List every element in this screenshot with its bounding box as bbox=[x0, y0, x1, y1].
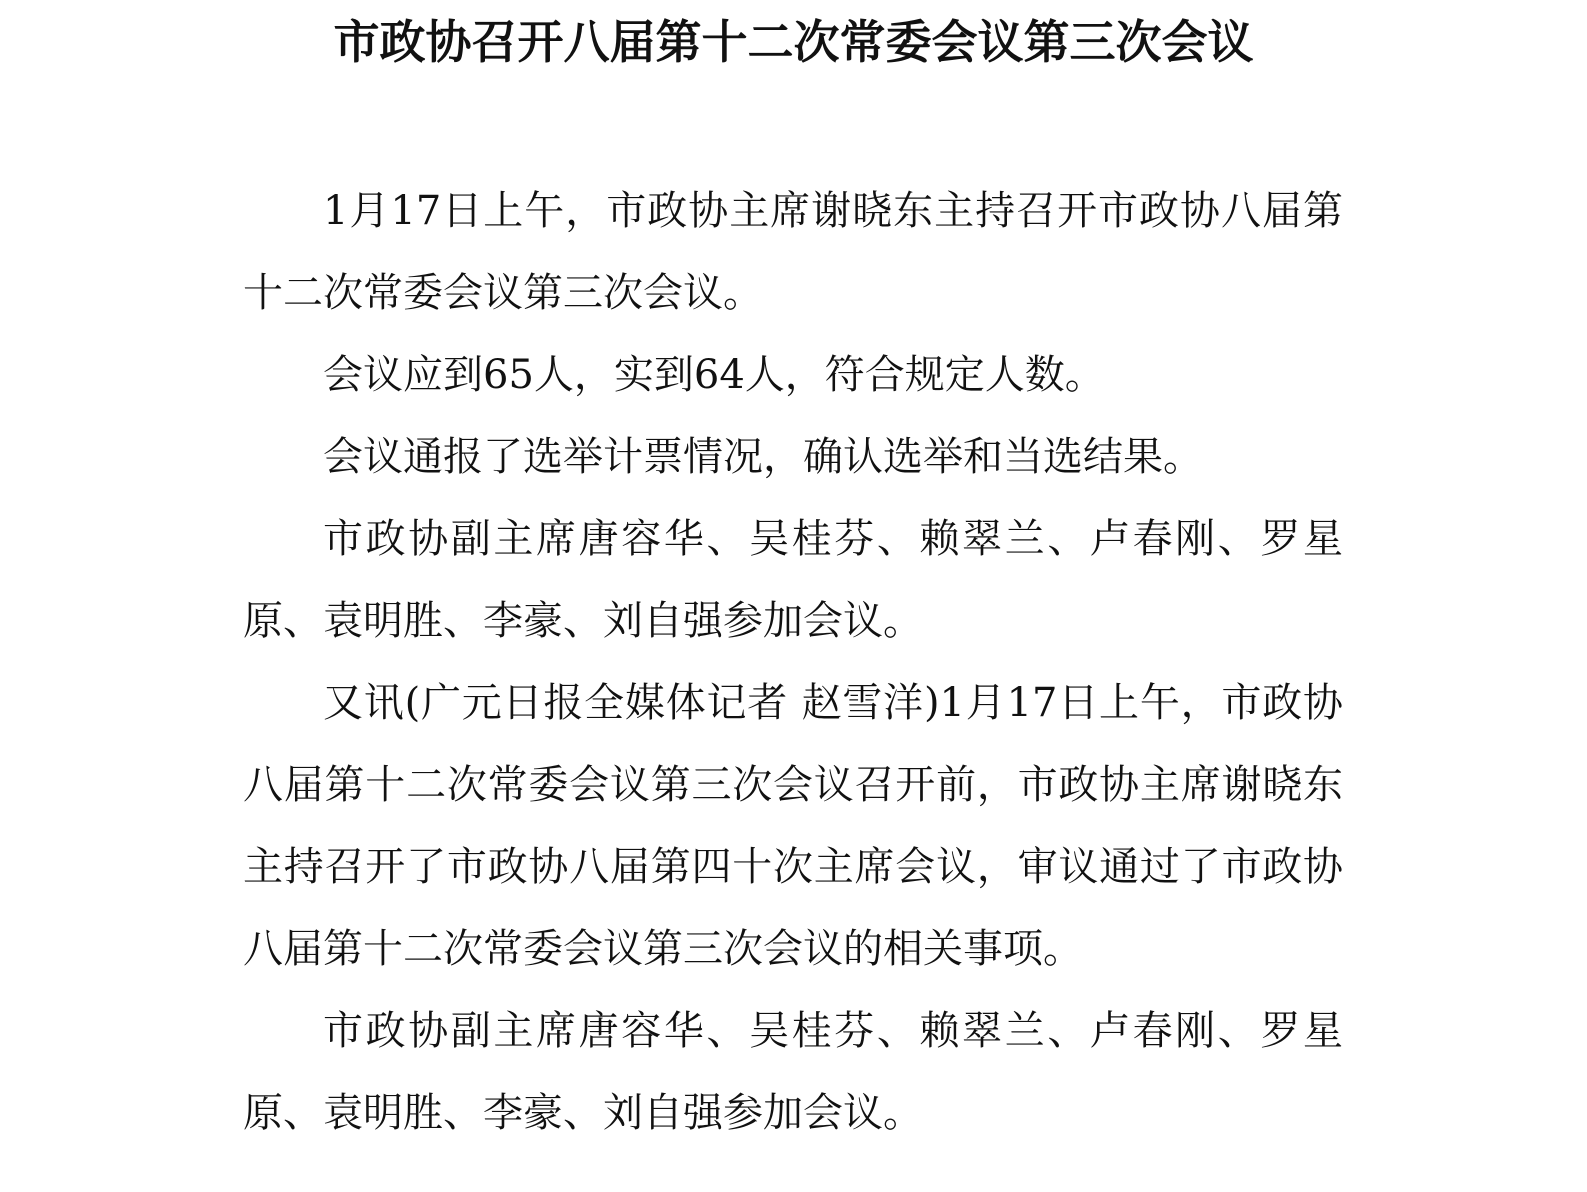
paragraph-election-results: 会议通报了选举计票情况，确认选举和当选结果。 bbox=[323, 434, 1203, 480]
paragraph-meeting-opening: 1月17日上午，市政协主席谢晓东主持召开市政协八届第十二次常委会议第三次会议。 bbox=[243, 188, 1343, 316]
paragraph-vice-chairs-attending-second: 市政协副主席唐容华、吴桂芬、赖翠兰、卢春刚、罗星原、袁明胜、李豪、刘自强参加会议。 bbox=[243, 1008, 1343, 1136]
article-body bbox=[243, 170, 1343, 1154]
page-title: 市政协召开八届第十二次常委会议第三次会议 bbox=[333, 15, 1254, 69]
paragraph-vice-chairs-attending: 市政协副主席唐容华、吴桂芬、赖翠兰、卢春刚、罗星原、袁明胜、李豪、刘自强参加会议。 bbox=[243, 516, 1343, 644]
paragraph-additional-news: 又讯(广元日报全媒体记者 赵雪洋)1月17日上午，市政协八届第十二次常委会议第三次会议召开前，市政协主席谢晓东主持召开了市政协八届第四十次主席会议，审议通过了市政协八届第十二次常委会议第三次会议的相关事项。 bbox=[243, 680, 1343, 972]
paragraph-attendance: 会议应到65人，实到64人，符合规定人数。 bbox=[323, 352, 1105, 398]
